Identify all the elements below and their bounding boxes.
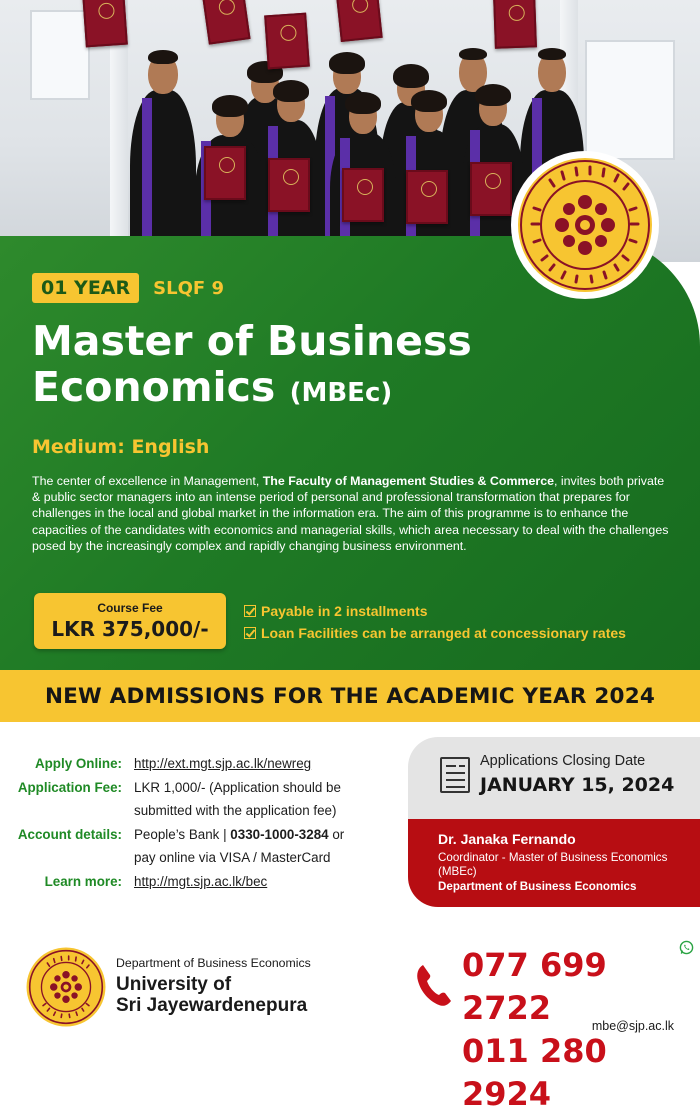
closing-date-box	[408, 737, 700, 819]
checkbox-icon	[244, 627, 256, 639]
account-number: 0330-1000-3284	[230, 826, 329, 842]
diploma-icon	[204, 146, 246, 200]
payment-benefits	[244, 600, 626, 644]
diploma-icon	[264, 13, 310, 70]
info-row-learn: Learn more: http://mgt.sjp.ac.lk/bec	[0, 870, 400, 894]
apply-online-link[interactable]: http://ext.mgt.sjp.ac.lk/newreg	[134, 756, 312, 771]
info-row-account: Account details: People’s Bank | 0330-1000-3284 or pay online via VISA / MasterCard	[17, 826, 345, 865]
diploma-icon	[493, 0, 537, 49]
course-fee-label: Course Fee	[97, 601, 163, 615]
coordinator-role: Coordinator - Master of Business Economics (MBEc)	[438, 851, 668, 878]
info-row-fee: Application Fee: LKR 1,000/- (Application should be submitted with the application fee)	[17, 779, 341, 818]
footer-department: Department of Business Economics	[116, 956, 311, 970]
course-fee-amount: LKR 375,000/-	[51, 617, 209, 641]
title-line-2: Economics (MBEc)	[32, 363, 393, 411]
course-description: The center of excellence in Management, The Faculty of Management Studies & Commerce, invites both private & public sector managers into an intense period of personal and professional transformation that prepares for challenges in the local and global market in the information era. The aim of this programme is to enhance the capacities of the candidates with economics and managerial skills, which area necessary to deal with the challenges posed by the increasingly complex and rapidly changing business environment.	[32, 474, 669, 553]
university-seal-icon	[510, 150, 660, 300]
diploma-icon	[470, 162, 512, 216]
phone-icon	[414, 962, 454, 1008]
course-abbreviation: (MBEc)	[289, 378, 393, 408]
coordinator-department: Department of Business Economics	[438, 880, 637, 893]
faculty-name: The Faculty of Management Studies & Commerce	[262, 474, 554, 488]
application-info	[0, 752, 400, 893]
closing-date-label: Applications Closing Date	[480, 753, 646, 769]
diploma-icon	[201, 0, 250, 45]
contact-email[interactable]: mbe@sjp.ac.lk	[591, 1019, 674, 1033]
info-row-apply: Apply Online: http://ext.mgt.sjp.ac.lk/newreg	[0, 752, 400, 776]
phone-number-2[interactable]: 011 280 2924	[462, 1032, 607, 1113]
university-logo-icon	[26, 947, 106, 1027]
benefit-item: Loan Facilities can be arranged at concessionary rates	[244, 622, 626, 644]
duration-badge: 01 YEAR	[32, 273, 139, 303]
diploma-icon	[335, 0, 382, 42]
checkbox-icon	[244, 605, 256, 617]
calendar-icon	[440, 757, 470, 793]
closing-date: JANUARY 15, 2024	[480, 774, 675, 796]
medium-label: Medium: English	[32, 436, 210, 458]
diploma-icon	[406, 170, 448, 224]
university-name: University of Sri Jayewardenepura	[116, 974, 308, 1016]
course-title	[32, 318, 592, 416]
whatsapp-icon	[679, 940, 694, 955]
admissions-banner: NEW ADMISSIONS FOR THE ACADEMIC YEAR 2024	[0, 670, 700, 722]
slqf-level: SLQF 9	[153, 277, 224, 299]
course-fee-box	[34, 593, 226, 649]
diploma-icon	[82, 0, 128, 47]
title-line-1: Master of Business	[32, 317, 472, 365]
diploma-icon	[342, 168, 384, 222]
learn-more-link[interactable]: http://mgt.sjp.ac.lk/bec	[134, 873, 268, 889]
coordinator-box	[408, 819, 700, 907]
diploma-icon	[268, 158, 310, 212]
benefit-item: Payable in 2 installments	[244, 600, 626, 622]
coordinator-name: Dr. Janaka Fernando	[438, 831, 576, 847]
phone-number-1[interactable]: 077 699 2722	[462, 946, 607, 1027]
